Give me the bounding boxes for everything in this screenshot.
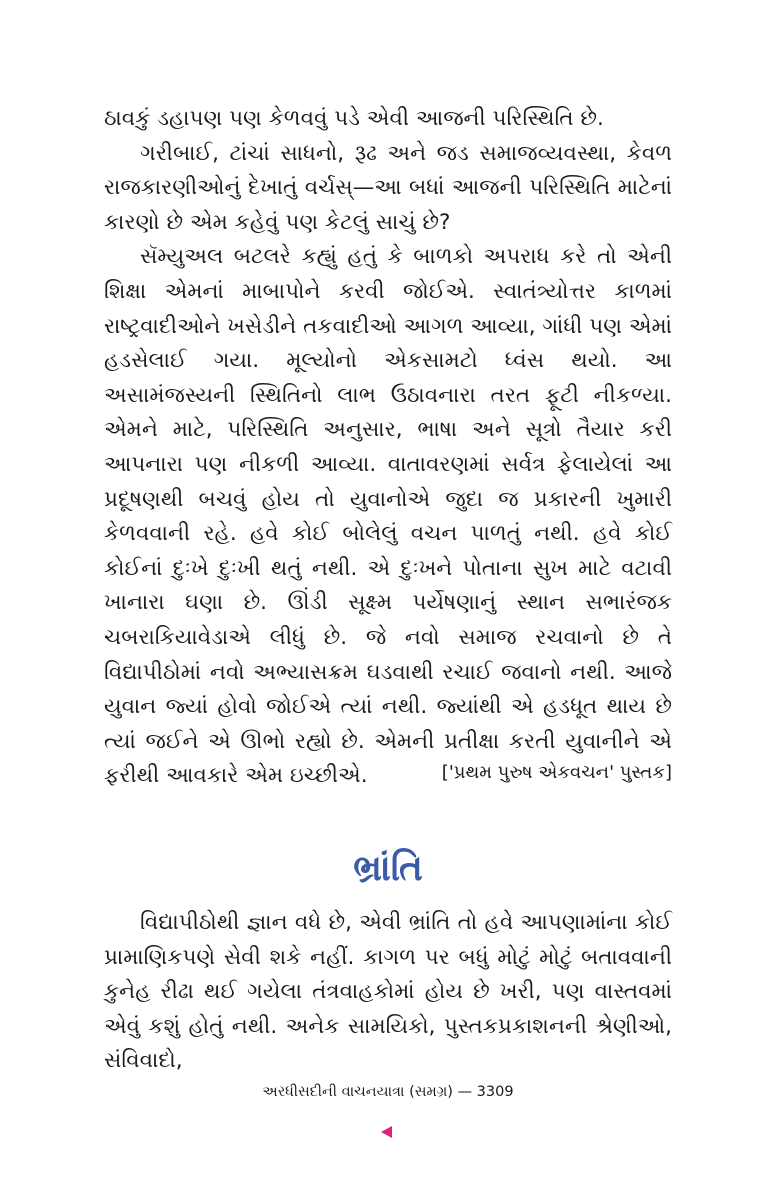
- previous-page-arrow-icon[interactable]: [381, 1126, 392, 1138]
- page-footer: અરધીસદીની વાચનયાત્રા (સમગ્ર) — 3309: [262, 1084, 514, 1100]
- source-citation: ['પ્રથમ પુરુષ એકવચન' પુસ્તક]: [441, 762, 672, 783]
- body-text-top: [104, 102, 672, 794]
- paragraph-4: વિદ્યાપીઠોથી જ્ઞાન વધે છે, એવી ભ્રાંતિ તો હવે આપણામાંના કોઈ પ્રામાણિકપણે સેવી શકે નહીં. કાગળ પર બધું મોટું મોટું બતાવવાની કુનેહ રીઢા થઈ ગયેલા તંત્રવાહકોમાં હોય છે ખરી, પણ વાસ્તવમાં એવું કશું હોતું નથી. અનેક સામયિકો, પુસ્તકપ્રકાશનની શ્રેણીઓ, સંવિવાદો,: [104, 910, 672, 1074]
- body-text-bottom: [104, 906, 672, 1079]
- paragraph-2: ગરીબાઈ, ટાંચાં સાધનો, રૂઢ અને જડ સમાજવ્યવસ્થા, કેવળ રાજકારણીઓનું દેખાતું વર્ચસ્—આ બધાં આજની પરિસ્થિતિ માટેનાં કારણો છે એમ કહેવું પણ કેટલું સાચું છે?: [104, 140, 672, 235]
- section-heading: ભ્રાંતિ: [353, 848, 423, 889]
- paragraph-1: ઠાવકું ડહાપણ પણ કેળવવું પડે એવી આજની પરિસ્થિતિ છે.: [104, 106, 604, 131]
- paragraph-3: સૅમ્યુઅલ બટલરે કહ્યું હતું કે બાળકો અપરાધ કરે તો એની શિક્ષા એમનાં માબાપોને કરવી જોઈએ. સ્વાતંત્ર્યોત્તર કાળમાં રાષ્ટ્રવાદીઓને ખસેડીને તકવાદીઓ આગળ આવ્યા, ગાંધી પણ એમાં હડસેલાઈ ગયા. મૂલ્યોનો એકસામટો ધ્વંસ થયો. આ અસામંજસ્યની સ્થિતિનો લાભ ઉઠાવનારા તરત ફૂટી નીકળ્યા. એમને માટે, પરિસ્થિતિ અનુસાર, ભાષા અને સૂત્રો તૈયાર કરી આપનારા પણ નીકળી આવ્યા. વાતાવરણમાં સર્વત્ર ફેલાયેલાં આ પ્રદૂષણથી બચવું હોય તો યુવાનોએ જુદા જ પ્રકારની ખુમારી કેળવવાની રહે. હવે કોઈ બોલેલું વચન પાળતું નથી. હવે કોઈ કોઈનાં દુઃખે દુઃખી થતું નથી. એ દુઃખને પોતાના સુખ માટે વટાવી ખાનારા ઘણા છે. ઊંડી સૂક્ષ્મ પર્યેષણાનું સ્થાન સભારંજક ચબરાકિયાવેડાએ લીધું છે. જે નવો સમાજ રચવાનો છે તે વિદ્યાપીઠોમાં નવો અભ્યાસક્રમ ઘડવાથી રચાઈ જવાનો નથી. આજે યુવાન જ્યાં હોવો જોઈએ ત્યાં નથી. જ્યાંથી એ હડધૂત થાય છે ત્યાં જઈને એ ઊભો રહ્યો છે. એમની પ્રતીક્ષા કરતી યુવાનીને એ ફરીથી આવકારે એમ ઇચ્છીએ.: [104, 244, 672, 789]
